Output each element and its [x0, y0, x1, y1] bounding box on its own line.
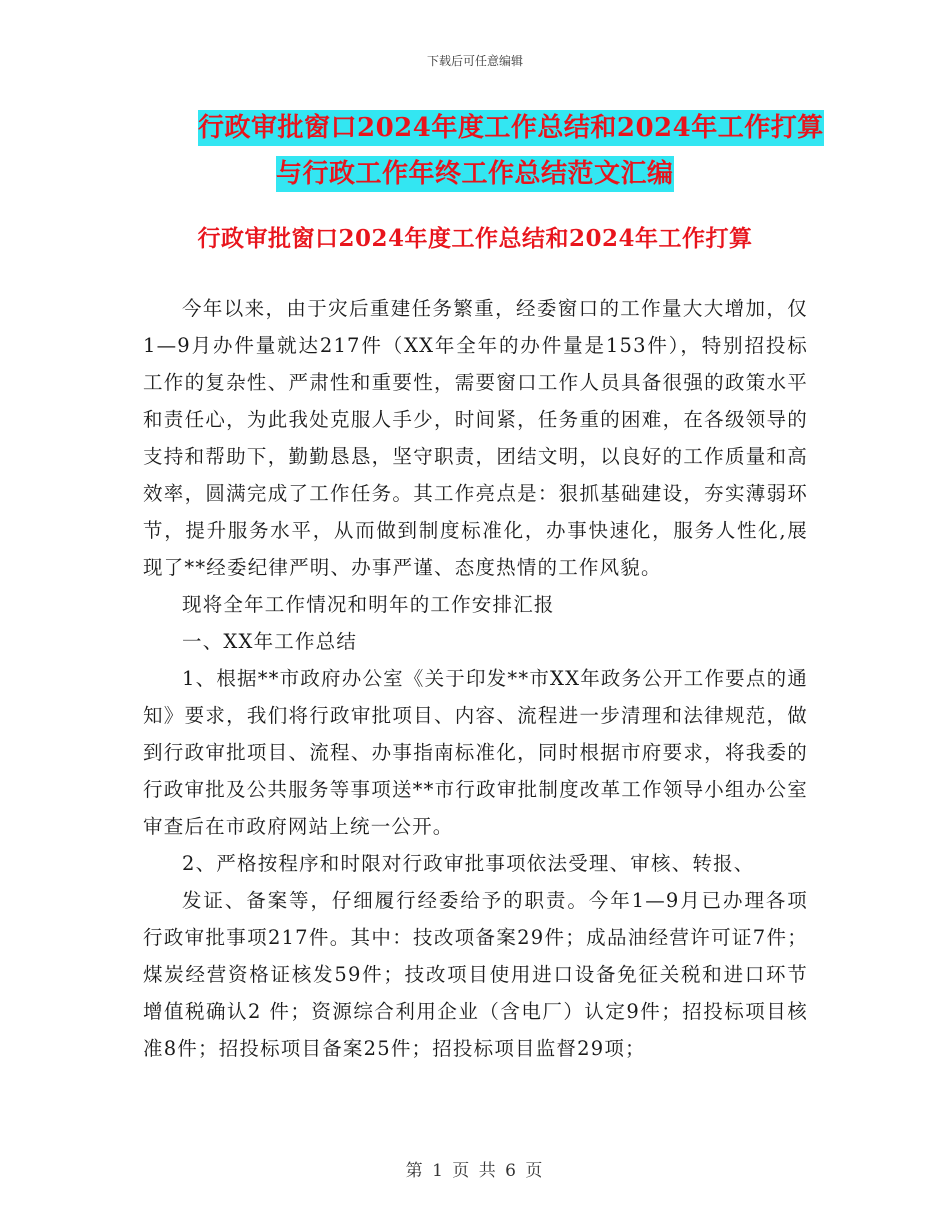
title-line-2: 与行政工作年终工作总结范文汇编: [276, 156, 674, 192]
title-line-1: 行政审批窗口2024年度工作总结和2024年工作打算: [198, 110, 824, 146]
section-title: 行政审批窗口2024年度工作总结和2024年工作打算: [197, 225, 753, 252]
paragraph-item-2-cont: 发证、备案等，仔细履行经委给予的职责。今年1—9月已办理各项行政审批事项217件。其中：技改项备案29件；成品油经营许可证7件；煤炭经营资格证核发59件；技改项目使用进口设备免征关税和进口环节增值税确认2 件；资源综合利用企业（含电厂）认定9件；招投标项目核准8件；招投标项目备案25件；招投标项目监督29项；: [143, 889, 808, 1060]
page-header: 下载后可任意编辑: [426, 54, 523, 68]
paragraph-intro: 今年以来，由于灾后重建任务繁重，经委窗口的工作量大大增加，仅1—9月办件量就达217件（XX年全年的办件量是153件），特别招投标工作的复杂性、严肃性和重要性，需要窗口工作人员具备很强的政策水平和责任心，为此我处克服人手少，时间紧，任务重的困难，在各级领导的支持和帮助下，勤勤恳恳，坚守职责，团结文明，以良好的工作质量和高效率，圆满完成了工作任务。其工作亮点是：狠抓基础建设，夯实薄弱环节，提升服务水平，从而做到制度标准化，办事快速化，服务人性化,展现了**经委纪律严明、办事严谨、态度热情的工作风貌。: [143, 297, 808, 579]
paragraph-item-1: 1、根据**市政府办公室《关于印发**市XX年政务公开工作要点的通知》要求，我们将行政审批项目、内容、流程进一步清理和法律规范，做到行政审批项目、流程、办事指南标准化，同时根据市府要求，将我委的行政审批及公共服务等事项送**市行政审批制度改革工作领导小组办公室审查后在市政府网站上统一公开。: [143, 667, 808, 838]
paragraph-report: 现将全年工作情况和明年的工作安排汇报: [182, 593, 555, 616]
page-footer: 第 1 页 共 6 页: [405, 1161, 545, 1181]
document-body: [143, 290, 808, 1067]
paragraph-item-2: 2、严格按程序和时限对行政审批事项依法受理、审核、转报、: [182, 852, 755, 875]
heading-summary: 一、XX年工作总结: [182, 630, 358, 653]
